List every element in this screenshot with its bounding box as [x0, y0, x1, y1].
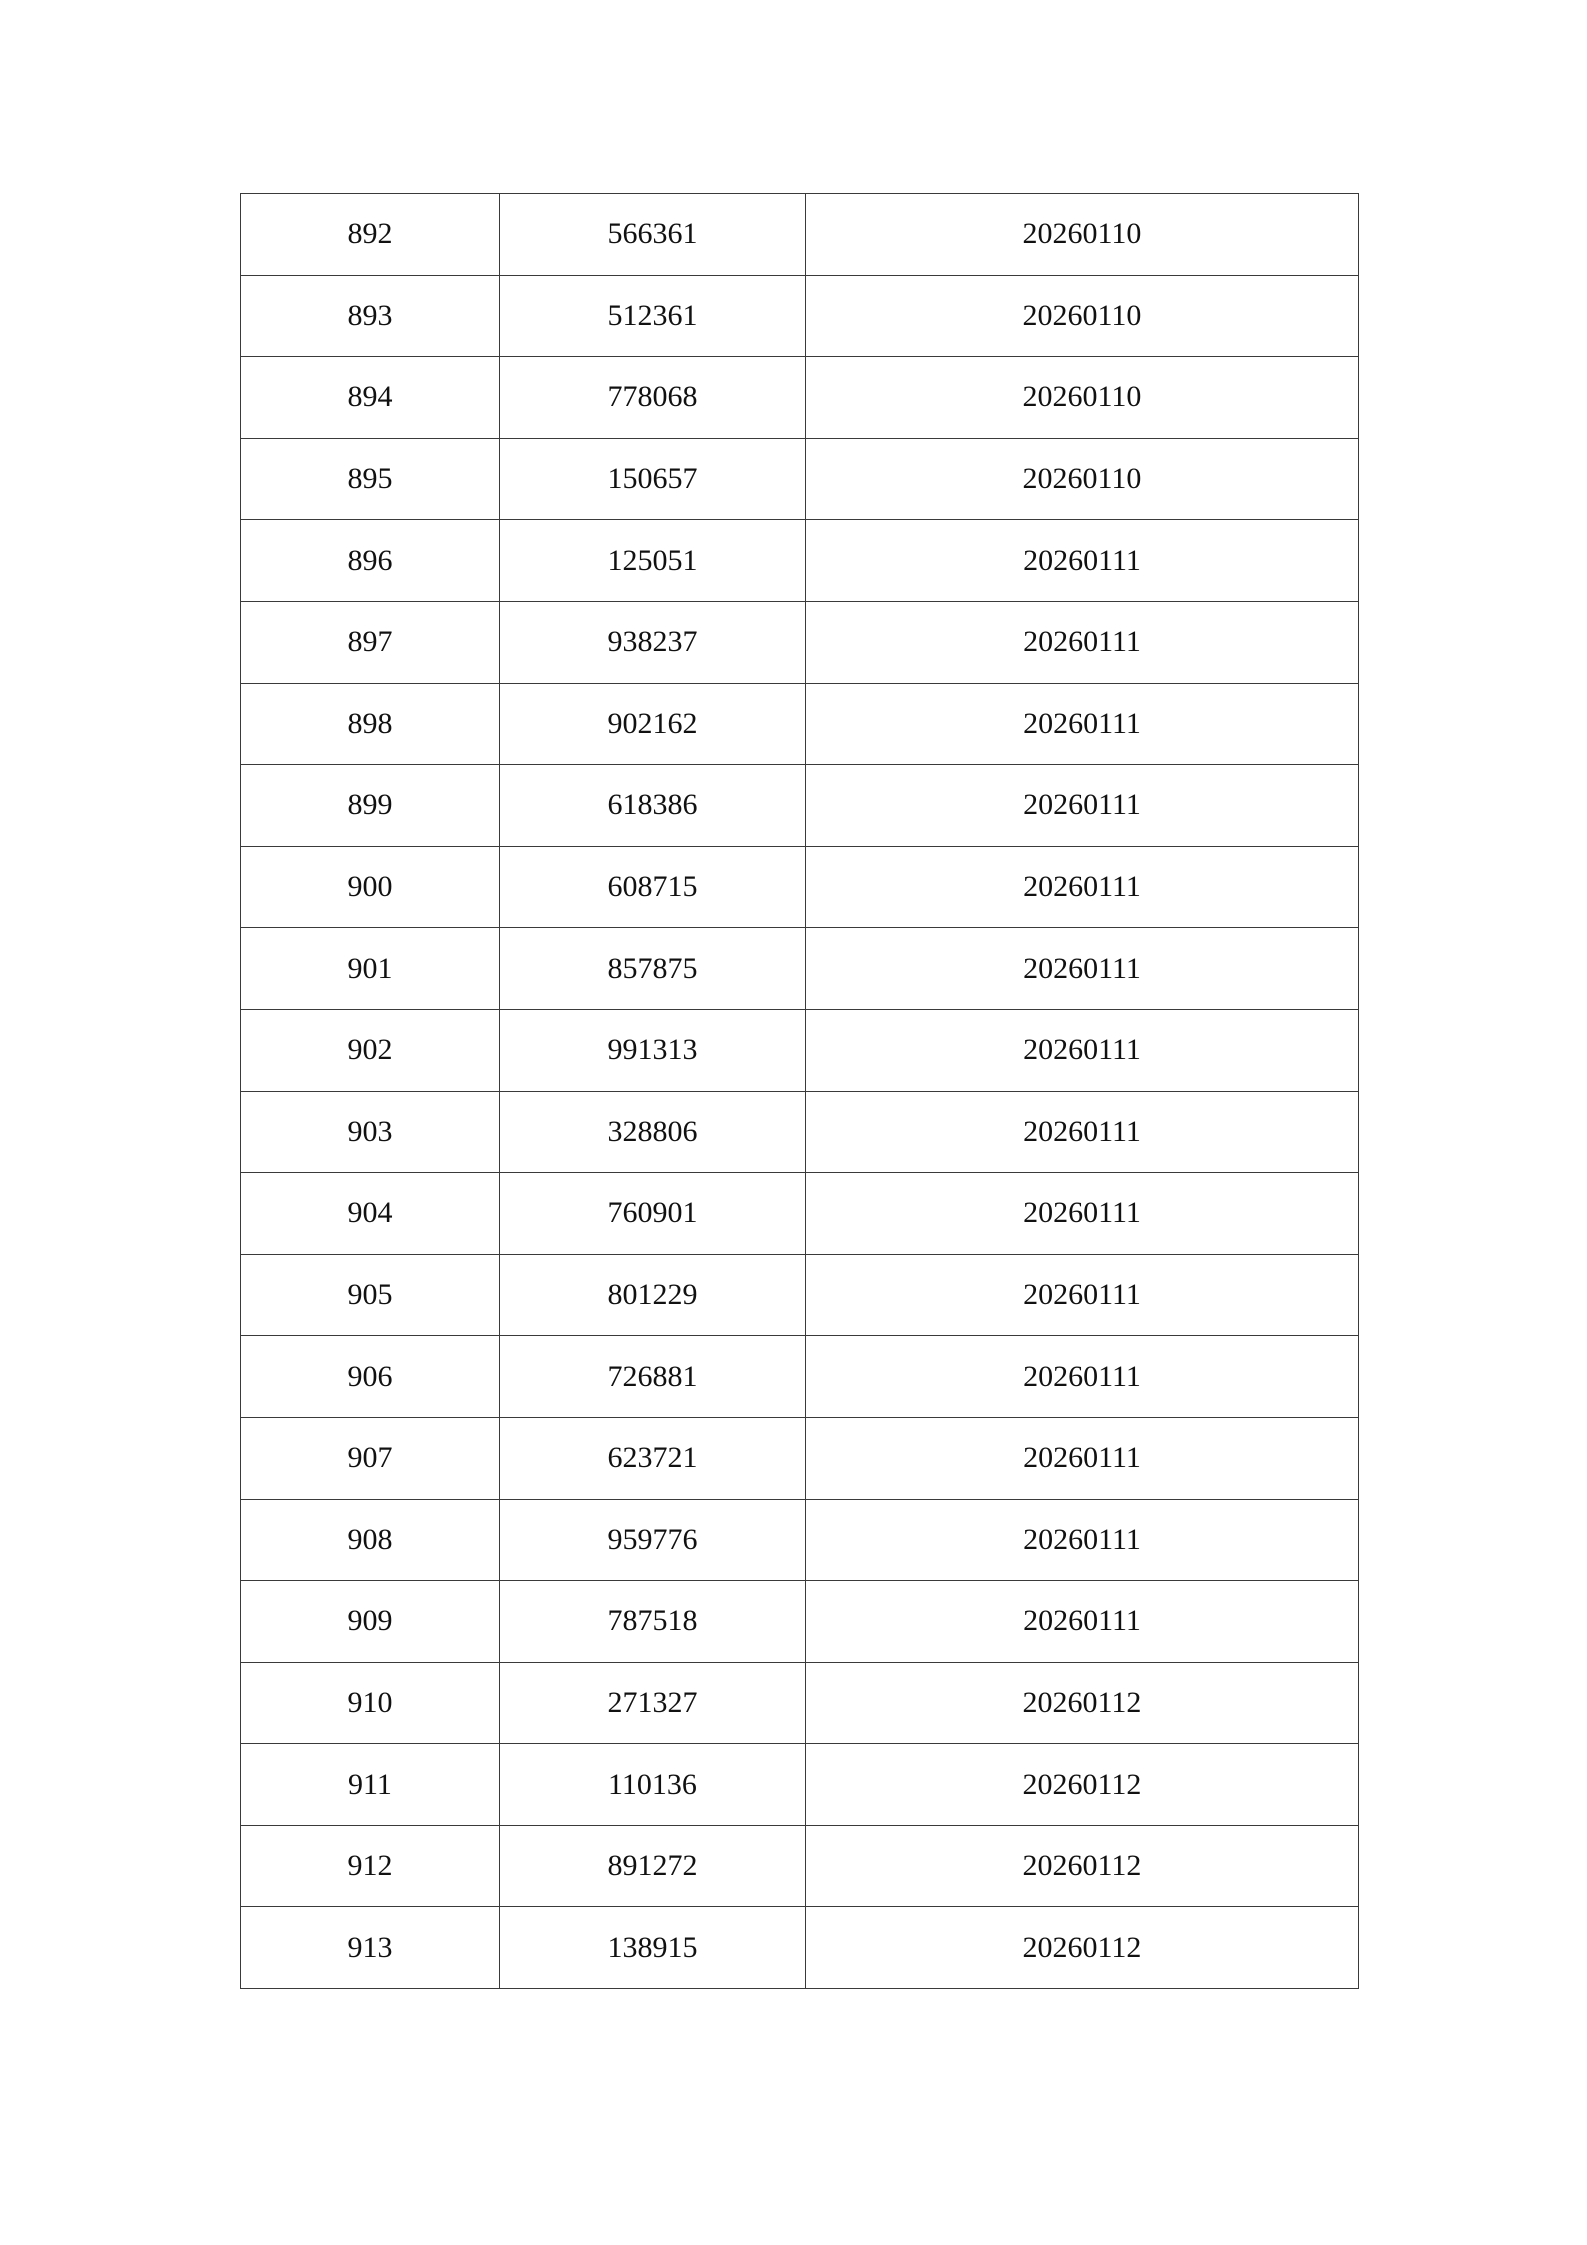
row-number-cell: 902: [241, 1009, 500, 1091]
row-number-cell: 903: [241, 1091, 500, 1173]
table-row: [241, 1417, 1359, 1499]
table-row: [241, 846, 1359, 928]
table-row: [241, 1744, 1359, 1826]
row-number-cell: 909: [241, 1581, 500, 1663]
row-number-cell: 895: [241, 438, 500, 520]
code-cell: 726881: [500, 1336, 806, 1418]
code-cell: 328806: [500, 1091, 806, 1173]
code-cell: 991313: [500, 1009, 806, 1091]
date-cell: 20260112: [806, 1907, 1359, 1989]
row-number-cell: 893: [241, 275, 500, 357]
code-cell: 623721: [500, 1417, 806, 1499]
table-row: [241, 1581, 1359, 1663]
table-row: [241, 1009, 1359, 1091]
date-cell: 20260111: [806, 520, 1359, 602]
date-cell: 20260111: [806, 846, 1359, 928]
row-number-cell: 892: [241, 194, 500, 276]
code-cell: 801229: [500, 1254, 806, 1336]
date-cell: 20260111: [806, 1336, 1359, 1418]
date-cell: 20260110: [806, 194, 1359, 276]
table-row: [241, 1825, 1359, 1907]
table-row: [241, 1499, 1359, 1581]
row-number-cell: 901: [241, 928, 500, 1010]
table-row: [241, 438, 1359, 520]
code-cell: 150657: [500, 438, 806, 520]
date-cell: 20260111: [806, 765, 1359, 847]
row-number-cell: 906: [241, 1336, 500, 1418]
row-number-cell: 911: [241, 1744, 500, 1826]
table-row: [241, 1662, 1359, 1744]
code-cell: 787518: [500, 1581, 806, 1663]
date-cell: 20260111: [806, 1091, 1359, 1173]
table-row: [241, 520, 1359, 602]
table-row: [241, 1907, 1359, 1989]
code-cell: 608715: [500, 846, 806, 928]
row-number-cell: 913: [241, 1907, 500, 1989]
code-cell: 760901: [500, 1173, 806, 1255]
code-cell: 512361: [500, 275, 806, 357]
code-cell: 138915: [500, 1907, 806, 1989]
row-number-cell: 907: [241, 1417, 500, 1499]
row-number-cell: 897: [241, 601, 500, 683]
row-number-cell: 904: [241, 1173, 500, 1255]
date-cell: 20260111: [806, 928, 1359, 1010]
table-row: [241, 194, 1359, 276]
table-row: [241, 683, 1359, 765]
code-cell: 778068: [500, 357, 806, 439]
date-cell: 20260112: [806, 1825, 1359, 1907]
code-cell: 857875: [500, 928, 806, 1010]
code-cell: 959776: [500, 1499, 806, 1581]
row-number-cell: 898: [241, 683, 500, 765]
row-number-cell: 894: [241, 357, 500, 439]
date-cell: 20260111: [806, 1254, 1359, 1336]
date-cell: 20260111: [806, 1009, 1359, 1091]
date-cell: 20260111: [806, 683, 1359, 765]
table-row: [241, 928, 1359, 1010]
table-row: [241, 765, 1359, 847]
date-cell: 20260110: [806, 275, 1359, 357]
row-number-cell: 908: [241, 1499, 500, 1581]
code-cell: 938237: [500, 601, 806, 683]
table-row: [241, 601, 1359, 683]
row-number-cell: 896: [241, 520, 500, 602]
code-cell: 618386: [500, 765, 806, 847]
code-cell: 891272: [500, 1825, 806, 1907]
date-cell: 20260112: [806, 1662, 1359, 1744]
table-row: [241, 275, 1359, 357]
date-cell: 20260110: [806, 438, 1359, 520]
date-cell: 20260111: [806, 1173, 1359, 1255]
date-cell: 20260111: [806, 1499, 1359, 1581]
row-number-cell: 905: [241, 1254, 500, 1336]
data-table: [240, 193, 1359, 1989]
code-cell: 110136: [500, 1744, 806, 1826]
date-cell: 20260111: [806, 601, 1359, 683]
code-cell: 566361: [500, 194, 806, 276]
table-body: [241, 194, 1359, 1989]
row-number-cell: 912: [241, 1825, 500, 1907]
table-row: [241, 1173, 1359, 1255]
row-number-cell: 899: [241, 765, 500, 847]
table-row: [241, 1336, 1359, 1418]
date-cell: 20260111: [806, 1581, 1359, 1663]
table-row: [241, 357, 1359, 439]
code-cell: 125051: [500, 520, 806, 602]
row-number-cell: 910: [241, 1662, 500, 1744]
date-cell: 20260110: [806, 357, 1359, 439]
date-cell: 20260112: [806, 1744, 1359, 1826]
table-row: [241, 1091, 1359, 1173]
row-number-cell: 900: [241, 846, 500, 928]
table-row: [241, 1254, 1359, 1336]
date-cell: 20260111: [806, 1417, 1359, 1499]
code-cell: 902162: [500, 683, 806, 765]
code-cell: 271327: [500, 1662, 806, 1744]
